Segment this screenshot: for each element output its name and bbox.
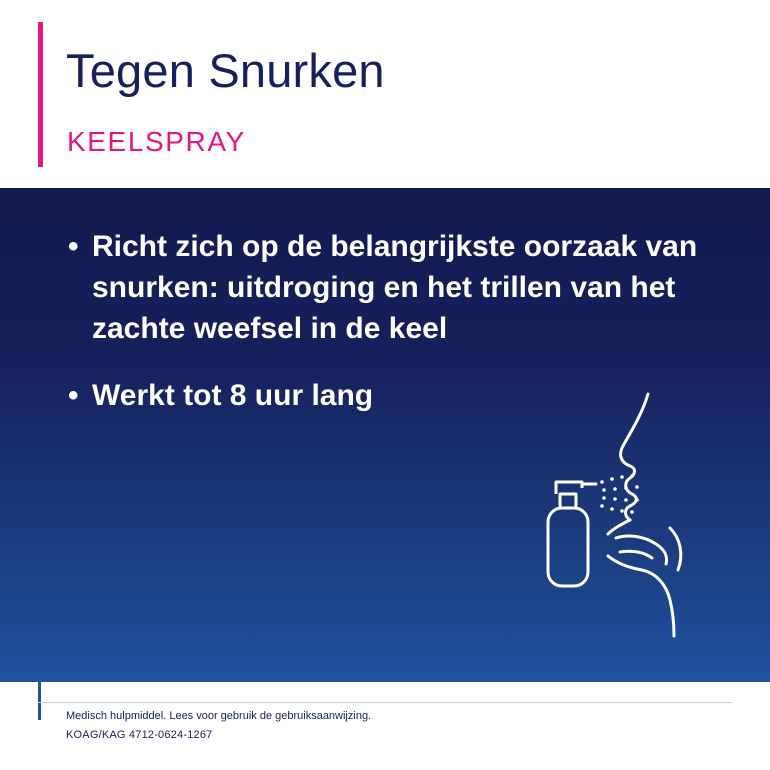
body-section [0, 188, 770, 682]
bullet-icon: • [68, 379, 79, 412]
disclaimer-text: Medisch hulpmiddel. Lees voor gebruik de gebruiksaanwijzing. [66, 710, 372, 722]
accent-bar [38, 22, 43, 167]
list-item-label: Werkt tot 8 uur lang [92, 379, 374, 412]
page-subtitle: KEELSPRAY [67, 126, 246, 157]
page-title: Tegen Snurken [66, 44, 385, 97]
header-section [0, 0, 770, 188]
list-item-label: Richt zich op de belangrijkste oorzaak van snurken: uitdroging en het trillen van het zachte weefsel in de keel [92, 230, 698, 345]
registration-code: KOAG/KAG 4712-0624-1267 [66, 729, 213, 741]
list-item [68, 226, 708, 349]
footer-section [0, 682, 770, 770]
footer-accent-bar [38, 660, 41, 720]
throat-spray-illustration [520, 388, 750, 638]
divider [38, 702, 732, 703]
bullet-icon: • [68, 230, 79, 263]
